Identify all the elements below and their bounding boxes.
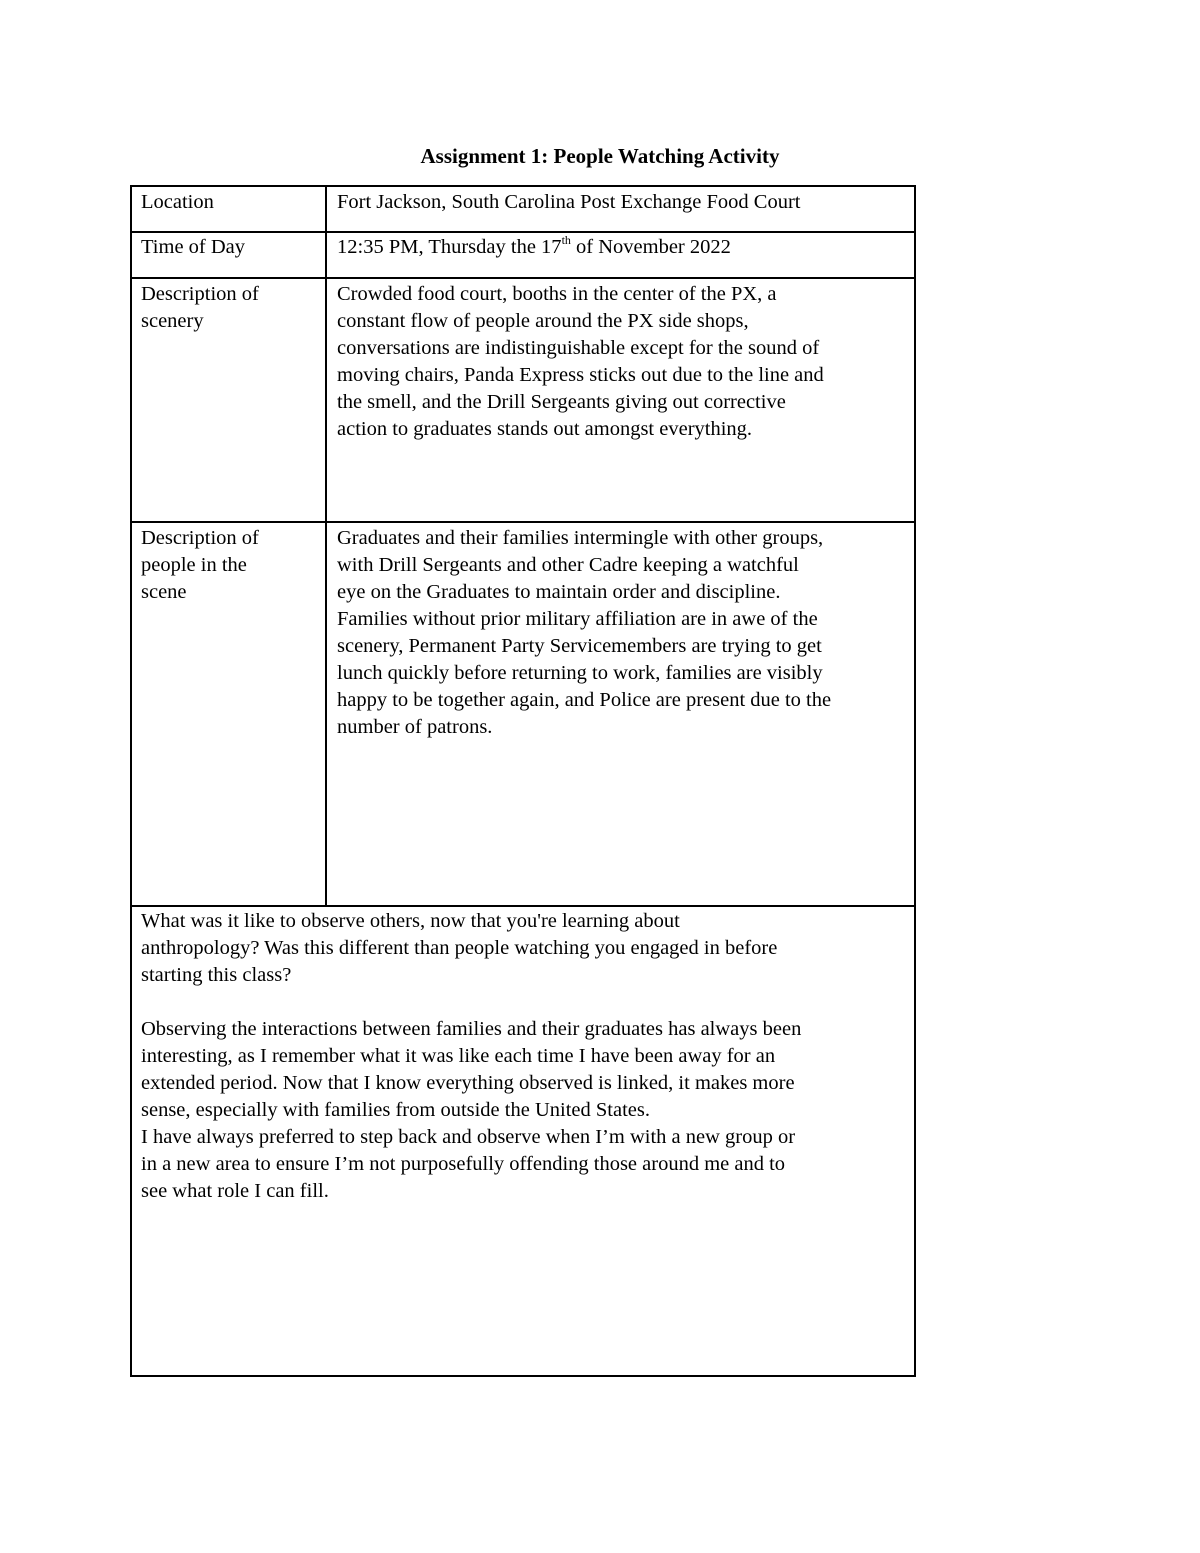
people-description: Graduates and their families intermingle with other groups, with Drill Sergeants and other Cadre keeping a watchful eye on the Graduates to maintain order and discipline. Families without prior military affiliation are in awe of the scenery, Permanent Party Servicemembers are trying to get lunch quickly before returning to work, families are visibly happy to be together again, and Police are present due to the number of patrons. <box>337 527 832 738</box>
ordinal-suffix: th <box>561 233 571 247</box>
row-divider <box>132 905 914 907</box>
scenery-description: Crowded food court, booths in the center of the PX, a constant flow of people around the PX side shops, conversations are indistinguishable except for the sound of moving chairs, Panda Express sticks out due to the line and the smell, and the Drill Sergeants giving out corrective action to graduates stands out amongst everything. <box>337 283 824 440</box>
time-of-day-value-prefix: 12:35 PM, Thursday the 17 <box>337 236 562 258</box>
location-value: Fort Jackson, South Carolina Post Exchange Food Court <box>337 191 801 213</box>
time-of-day-value <box>337 234 912 261</box>
location-label: Location <box>141 191 214 213</box>
observation-table <box>130 185 916 1377</box>
row-divider <box>132 231 914 233</box>
reflection-question: What was it like to observe others, now that you're learning about anthropology? Was this different than people watching you engaged in before starting this class? <box>141 910 778 986</box>
people-label: Description of people in the scene <box>141 527 259 603</box>
time-of-day-label: Time of Day <box>141 236 246 258</box>
time-of-day-value-suffix: of November 2022 <box>570 236 731 258</box>
scenery-label: Description of scenery <box>141 283 259 332</box>
page-title: Assignment 1: People Watching Activity <box>420 144 780 168</box>
row-divider <box>132 521 914 523</box>
column-divider <box>325 187 327 907</box>
reflection-answer: Observing the interactions between families and their graduates has always been interesting, as I remember what it was like each time I have been away for an extended period. Now that I know everything observed is linked, it makes more sense, especially with families from outside the United States. I have always preferred to step back and observe when I’m with a new group or in a new area to ensure I’m not purposefully offending those around me and to see what role I can fill. <box>141 1018 802 1202</box>
row-divider <box>132 277 914 279</box>
